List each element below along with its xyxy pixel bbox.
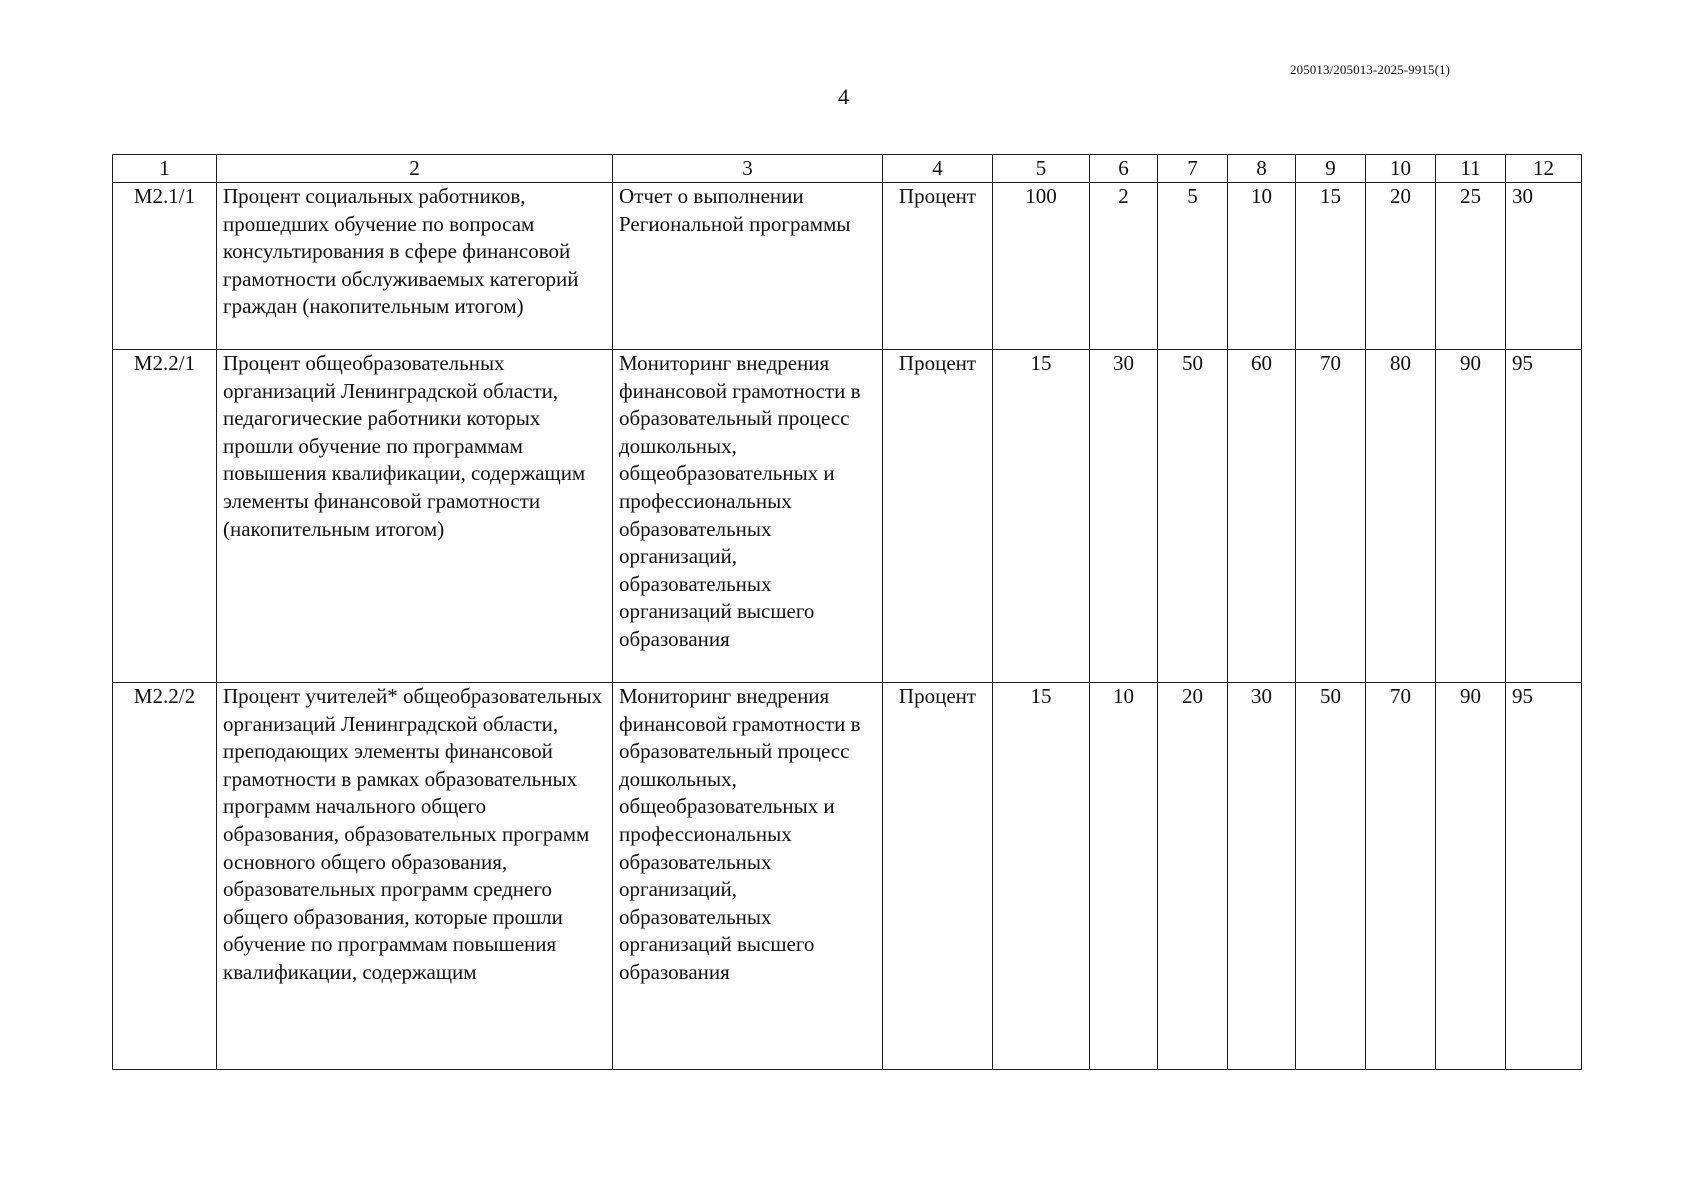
indicator-name: Процент общеобразовательных организаций Ленинградской области, педагогические работники которых прошли обучение по программам повышения квалификации, содержащим элементы финансовой грамотности (накопительным итогом): [217, 350, 613, 683]
value-cell: 20: [1158, 683, 1228, 1070]
indicator-unit: Процент: [883, 683, 993, 1070]
header-cell: 4: [883, 155, 993, 183]
value-cell: 30: [1506, 183, 1582, 350]
value-cell: 30: [1090, 350, 1158, 683]
indicator-unit: Процент: [883, 350, 993, 683]
value-cell: 90: [1436, 350, 1506, 683]
header-cell: 12: [1506, 155, 1582, 183]
header-cell: 1: [113, 155, 217, 183]
header-row: [113, 155, 1582, 183]
value-cell: 5: [1158, 183, 1228, 350]
page-number: 4: [838, 84, 849, 109]
value-cell: 15: [1296, 183, 1366, 350]
value-cell: 95: [1506, 350, 1582, 683]
table-row: [113, 683, 1582, 1070]
value-cell: 2: [1090, 183, 1158, 350]
indicator-code: М2.2/2: [113, 683, 217, 1070]
value-cell: 95: [1506, 683, 1582, 1070]
indicator-unit: Процент: [883, 183, 993, 350]
value-cell: 100: [993, 183, 1090, 350]
header-cell: 6: [1090, 155, 1158, 183]
value-cell: 70: [1366, 683, 1436, 1070]
value-cell: 15: [993, 350, 1090, 683]
document-id: 205013/205013-2025-9915(1): [1290, 62, 1451, 77]
header-cell: 7: [1158, 155, 1228, 183]
indicator-source: Отчет о выполнении Региональной программы: [613, 183, 883, 350]
value-cell: 15: [993, 683, 1090, 1070]
header-cell: 11: [1436, 155, 1506, 183]
indicator-source: Мониторинг внедрения финансовой грамотности в образовательный процесс дошкольных, общеобразовательных и профессиональных образовательных организаций, образовательных организаций высшего образования: [613, 683, 883, 1070]
indicator-source: Мониторинг внедрения финансовой грамотности в образовательный процесс дошкольных, общеобразовательных и профессиональных образовательных организаций, образовательных организаций высшего образования: [613, 350, 883, 683]
value-cell: 10: [1090, 683, 1158, 1070]
value-cell: 10: [1228, 183, 1296, 350]
indicator-code: М2.2/1: [113, 350, 217, 683]
value-cell: 80: [1366, 350, 1436, 683]
header-cell: 9: [1296, 155, 1366, 183]
value-cell: 90: [1436, 683, 1506, 1070]
indicator-name: Процент социальных работников, прошедших обучение по вопросам консультирования в сфере финансовой грамотности обслуживаемых категорий граждан (накопительным итогом): [217, 183, 613, 350]
indicator-code: М2.1/1: [113, 183, 217, 350]
value-cell: 70: [1296, 350, 1366, 683]
header-cell: 3: [613, 155, 883, 183]
value-cell: 50: [1296, 683, 1366, 1070]
header-cell: 10: [1366, 155, 1436, 183]
header-cell: 5: [993, 155, 1090, 183]
value-cell: 20: [1366, 183, 1436, 350]
value-cell: 50: [1158, 350, 1228, 683]
value-cell: 25: [1436, 183, 1506, 350]
header-cell: 8: [1228, 155, 1296, 183]
indicators-table: [112, 154, 1582, 1070]
value-cell: 60: [1228, 350, 1296, 683]
header-cell: 2: [217, 155, 613, 183]
indicator-name: Процент учителей* общеобразовательных организаций Ленинградской области, преподающих элементы финансовой грамотности в рамках образовательных программ начального общего образования, образовательных программ основного общего образования, образовательных программ среднего общего образования, которые прошли обучение по программам повышения квалификации, содержащим: [217, 683, 613, 1070]
table-row: [113, 183, 1582, 350]
table-row: [113, 350, 1582, 683]
value-cell: 30: [1228, 683, 1296, 1070]
